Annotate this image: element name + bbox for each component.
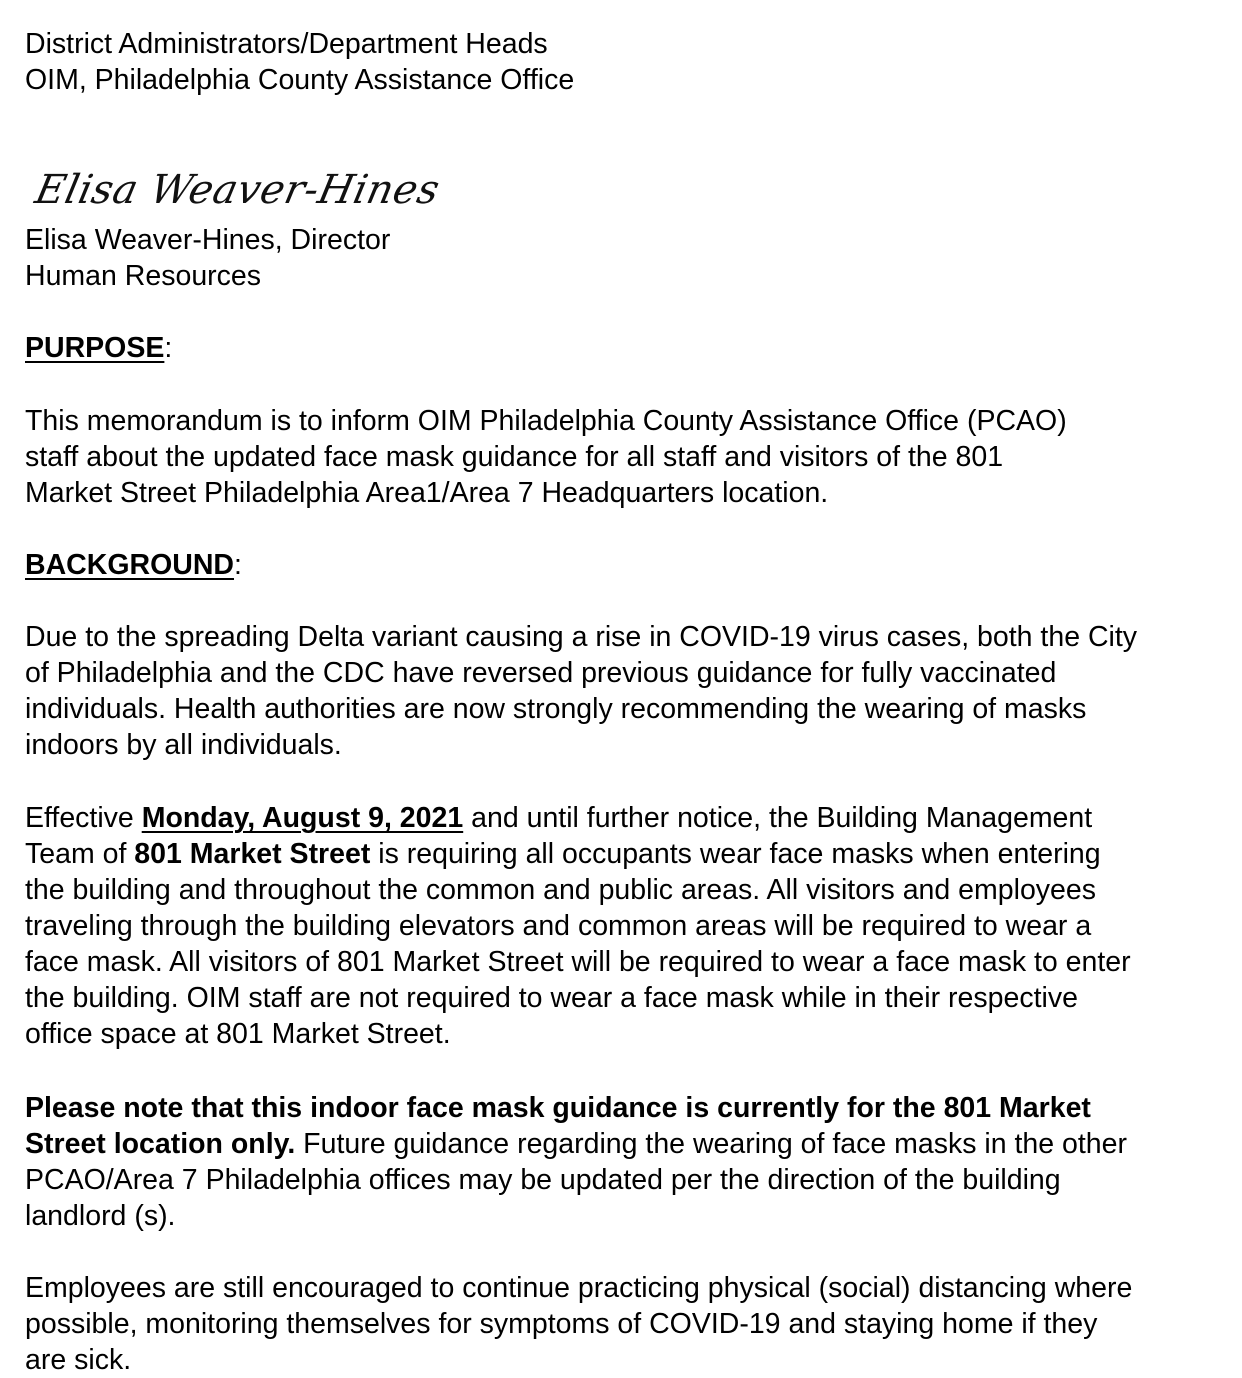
- background-heading: [25, 547, 242, 583]
- background-paragraph-1: [25, 619, 1137, 763]
- background-heading-colon: :: [234, 549, 242, 581]
- sender-department: Human Resources: [25, 260, 262, 292]
- paragraph-line: [25, 836, 1131, 872]
- paragraph-line: [25, 800, 1131, 836]
- purpose-paragraph: [25, 403, 1067, 511]
- paragraph-line: landlord (s).: [25, 1200, 176, 1232]
- paragraph-line: of Philadelphia and the CDC have reversed previous guidance for fully vaccinated: [25, 657, 1057, 689]
- paragraph-line: Market Street Philadelphia Area1/Area 7 Headquarters location.: [25, 477, 829, 509]
- paragraph-line: indoors by all individuals.: [25, 729, 342, 761]
- paragraph-line: office space at 801 Market Street.: [25, 1018, 451, 1050]
- text-run: Team of: [25, 838, 135, 870]
- signature: Elisa Weaver-Hines: [31, 167, 444, 213]
- emphasis-text: Street location only.: [25, 1128, 296, 1160]
- paragraph-line: Due to the spreading Delta variant causing a rise in COVID-19 virus cases, both the City: [25, 621, 1138, 653]
- building-address: 801 Market Street: [134, 838, 371, 870]
- recipient-line: OIM, Philadelphia County Assistance Office: [25, 64, 575, 96]
- text-run: Effective: [25, 802, 142, 834]
- recipient-block: [25, 26, 574, 98]
- paragraph-line: This memorandum is to inform OIM Philadelphia County Assistance Office (PCAO): [25, 405, 1067, 437]
- background-paragraph-2: [25, 800, 1131, 1052]
- purpose-heading-colon: :: [164, 332, 173, 364]
- text-run: Future guidance regarding the wearing of face masks in the other: [295, 1128, 1127, 1160]
- background-paragraph-4: [25, 1270, 1132, 1378]
- paragraph-line: possible, monitoring themselves for symptoms of COVID-19 and staying home if they: [25, 1308, 1098, 1340]
- paragraph-line: individuals. Health authorities are now strongly recommending the wearing of masks: [25, 693, 1087, 725]
- paragraph-line: the building. OIM staff are not required to wear a face mask while in their respective: [25, 982, 1078, 1014]
- paragraph-line: staff about the updated face mask guidance for all staff and visitors of the 801: [25, 441, 1004, 473]
- purpose-heading: [25, 330, 172, 366]
- paragraph-line: are sick.: [25, 1344, 132, 1376]
- paragraph-line: [25, 1126, 1127, 1162]
- recipient-line: District Administrators/Department Heads: [25, 28, 548, 60]
- paragraph-line: traveling through the building elevators and common areas will be required to wear a: [25, 910, 1092, 942]
- effective-date: Monday, August 9, 2021: [141, 802, 464, 834]
- paragraph-line: the building and throughout the common and public areas. All visitors and employees: [25, 874, 1096, 906]
- background-paragraph-3: [25, 1090, 1127, 1234]
- background-heading-text: BACKGROUND: [25, 549, 234, 581]
- text-run: and until further notice, the Building Management: [463, 802, 1093, 834]
- paragraph-line: PCAO/Area 7 Philadelphia offices may be updated per the direction of the building: [25, 1164, 1061, 1196]
- paragraph-line: Please note that this indoor face mask guidance is currently for the 801 Market: [25, 1092, 1091, 1124]
- purpose-heading-text: PURPOSE: [25, 332, 165, 364]
- sender-name-title: Elisa Weaver-Hines, Director: [25, 224, 391, 256]
- sender-block: [25, 222, 390, 294]
- text-run: is requiring all occupants wear face masks when entering: [370, 838, 1101, 870]
- paragraph-line: Employees are still encouraged to continue practicing physical (social) distancing where: [25, 1272, 1133, 1304]
- paragraph-line: face mask. All visitors of 801 Market Street will be required to wear a face mask to enter: [25, 946, 1131, 978]
